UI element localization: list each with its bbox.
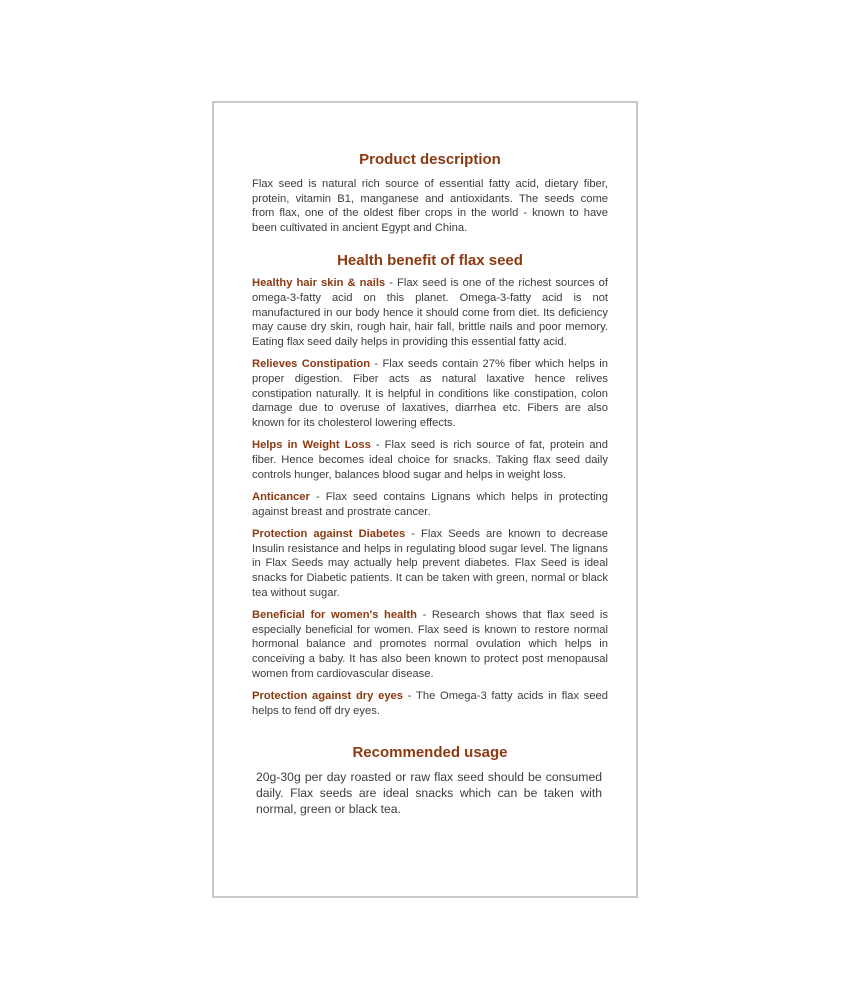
benefit-hair-skin-nails <box>252 276 608 349</box>
benefit-text: - The Omega-3 fatty acids in flax seed helps to fend off dry eyes. <box>252 690 608 717</box>
product-description-text: Flax seed is natural rich source of essential fatty acid, dietary fiber, protein, vitamin B1, manganese and antioxidants. The seeds come from flax, one of the oldest fiber crops in the world - known to have been cultivated in ancient Egypt and China. <box>252 178 608 234</box>
card-content <box>252 151 608 817</box>
product-description-heading: Product description <box>359 151 501 168</box>
recommended-usage-heading: Recommended usage <box>352 744 508 762</box>
benefit-title: Relieves Constipation <box>252 358 371 371</box>
health-benefit-heading: Health benefit of flax seed <box>337 252 523 270</box>
benefit-text: - Flax seed contains Lignans which helps in protecting against breast and prostrate cancer. <box>252 491 608 518</box>
benefit-title: Anticancer <box>252 491 310 504</box>
benefit-title: Protection against Diabetes <box>252 528 406 541</box>
benefit-text: - Flax seed is one of the richest sources of omega-3-fatty acid on this planet. Omega-3-fatty acid is not manufactured in our body hence it should come from diet. Its deficiency may cause dry skin, rough hair, hair fall, brittle nails and poor memory. Eating flax seed daily helps in providing this essential fatty acid. <box>252 277 608 348</box>
benefit-womens-health <box>252 608 608 681</box>
benefit-title: Helps in Weight Loss <box>252 439 371 452</box>
product-info-card <box>212 101 638 898</box>
benefit-constipation <box>252 357 608 430</box>
benefit-text: - Flax Seeds are known to decrease Insulin resistance and helps in regulating blood sugar level. The lignans in Flax Seeds may actually help prevent diabetes. Flax Seed is ideal snacks for Diabetic patients. It can be taken with green, normal or black tea without sugar. <box>252 528 608 599</box>
benefit-title: Beneficial for women's health <box>252 609 417 622</box>
benefit-text: - Flax seed is rich source of fat, protein and fiber. Hence becomes ideal choice for snacks. Taking flax seed daily controls hunger, balances blood sugar and helps in weight loss. <box>252 439 608 481</box>
benefit-anticancer <box>252 490 608 519</box>
benefit-text: - Flax seeds contain 27% fiber which helps in proper digestion. Fiber acts as natural laxative hence relives constipation naturally. It is helpful in conditions like constipation, colon damage due to overuse of laxatives, diarrhea etc. Fibers are also known for its cholesterol lowering effects. <box>252 358 608 429</box>
benefit-weight-loss <box>252 438 608 482</box>
benefit-dry-eyes <box>252 689 608 718</box>
benefit-text: - Research shows that flax seed is especially beneficial for women. Flax seed is known to restore normal hormonal balance and promotes normal ovulation which helps in conceiving a baby. It has also been known to protect post menopausal women from cardiovascular disease. <box>252 609 608 680</box>
benefit-diabetes <box>252 527 608 600</box>
benefit-title: Protection against dry eyes <box>252 690 404 703</box>
benefit-title: Healthy hair skin & nails <box>252 277 386 290</box>
recommended-usage-text: 20g-30g per day roasted or raw flax seed should be consumed daily. Flax seeds are ideal snacks which can be taken with normal, green or black tea. <box>256 770 602 817</box>
